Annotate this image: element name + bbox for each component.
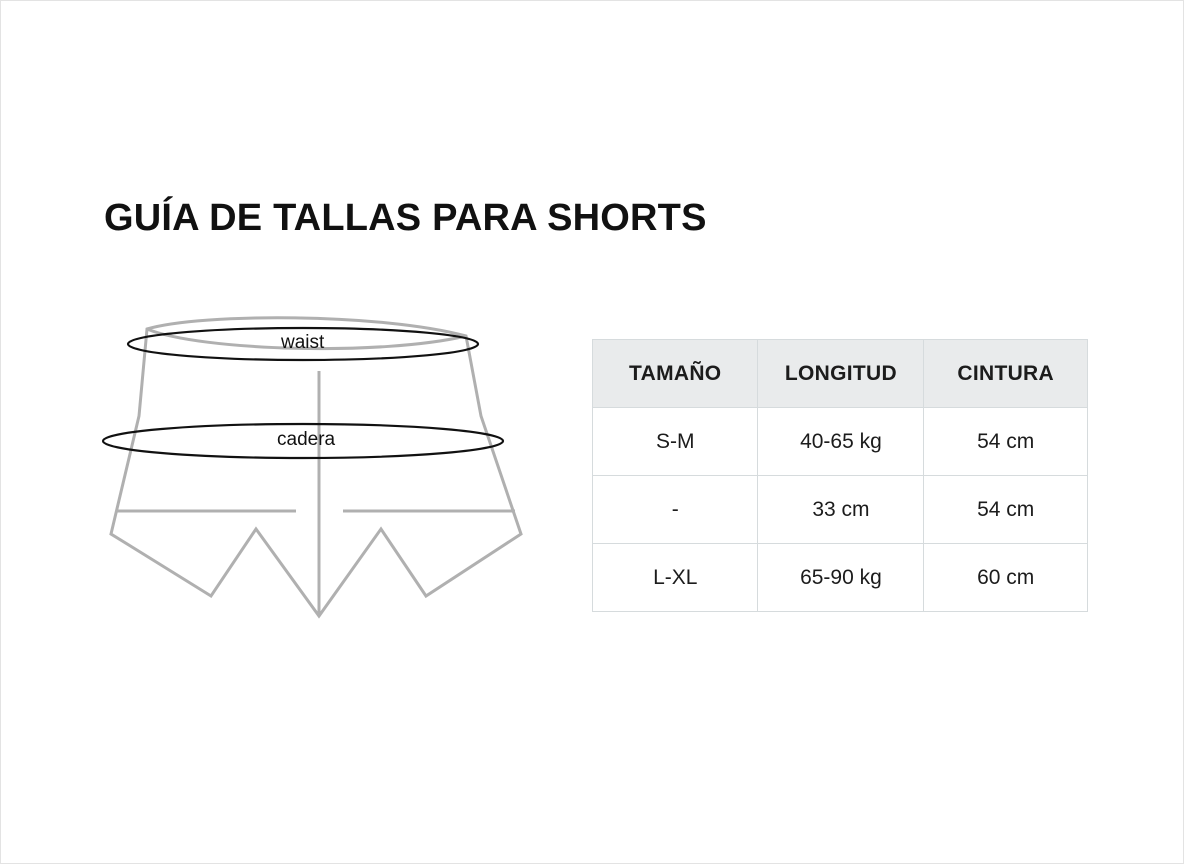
shorts-diagram [81, 296, 561, 636]
table-cell: S-M [593, 408, 758, 476]
table-cell: 40-65 kg [758, 408, 924, 476]
size-table [592, 339, 1088, 612]
table-cell: 65-90 kg [758, 544, 924, 612]
table-row [593, 408, 1088, 476]
table-header-cell: TAMAÑO [593, 340, 758, 408]
waist-label: waist [281, 332, 325, 353]
table-cell: 54 cm [924, 476, 1088, 544]
table-header-cell: LONGITUD [758, 340, 924, 408]
hip-label: cadera [277, 429, 336, 450]
table-cell: L-XL [593, 544, 758, 612]
table-cell: - [593, 476, 758, 544]
table-header-cell: CINTURA [924, 340, 1088, 408]
table-row [593, 476, 1088, 544]
table-row [593, 544, 1088, 612]
table-header-row [593, 340, 1088, 408]
table-cell: 54 cm [924, 408, 1088, 476]
page-title: GUÍA DE TALLAS PARA SHORTS [104, 197, 707, 239]
table-cell: 60 cm [924, 544, 1088, 612]
table-cell: 33 cm [758, 476, 924, 544]
